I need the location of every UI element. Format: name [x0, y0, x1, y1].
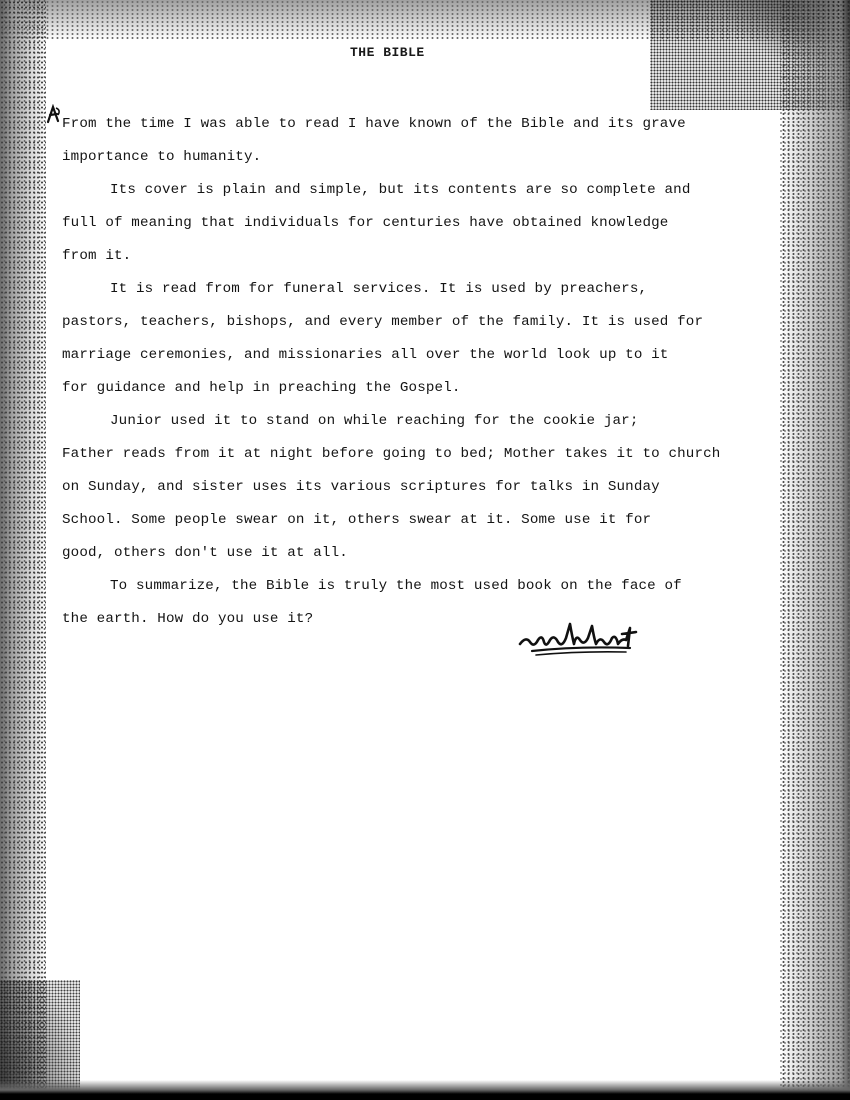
handwritten-grade-excellent — [518, 620, 648, 660]
essay-line: for guidance and help in preaching the Gospel. — [62, 380, 461, 396]
scan-edge-top — [0, 0, 850, 40]
essay-line: pastors, teachers, bishops, and every member of the family. It is used for — [62, 314, 704, 330]
essay-line: marriage ceremonies, and missionaries all over the world look up to it — [62, 347, 669, 363]
essay-line: from it. — [62, 248, 132, 264]
document-title: THE BIBLE — [350, 45, 425, 60]
scan-edge-bottom-left — [0, 980, 80, 1100]
essay-line: full of meaning that individuals for centuries have obtained knowledge — [62, 215, 669, 231]
essay-line: It is read from for funeral services. It is used by preachers, — [110, 281, 648, 297]
paragraph-mark-icon — [44, 104, 64, 126]
essay-body — [62, 108, 832, 636]
essay-line: good, others don't use it at all. — [62, 545, 348, 561]
essay-line: importance to humanity. — [62, 149, 262, 165]
essay-line: School. Some people swear on it, others swear at it. Some use it for — [62, 512, 652, 528]
essay-line: Father reads from it at night before going to bed; Mother takes it to church — [62, 446, 721, 462]
scan-edge-top-right — [650, 0, 850, 110]
essay-line: From the time I was able to read I have known of the Bible and its grave — [62, 116, 686, 132]
scan-edge-left — [0, 0, 46, 1100]
scan-edge-bottom — [0, 1080, 850, 1100]
essay-line: To summarize, the Bible is truly the most used book on the face of — [110, 578, 682, 594]
essay-line: Junior used it to stand on while reaching for the cookie jar; — [110, 413, 639, 429]
essay-line: the earth. How do you use it? — [62, 611, 314, 627]
essay-line: Its cover is plain and simple, but its contents are so complete and — [110, 182, 691, 198]
essay-line: on Sunday, and sister uses its various scriptures for talks in Sunday — [62, 479, 660, 495]
